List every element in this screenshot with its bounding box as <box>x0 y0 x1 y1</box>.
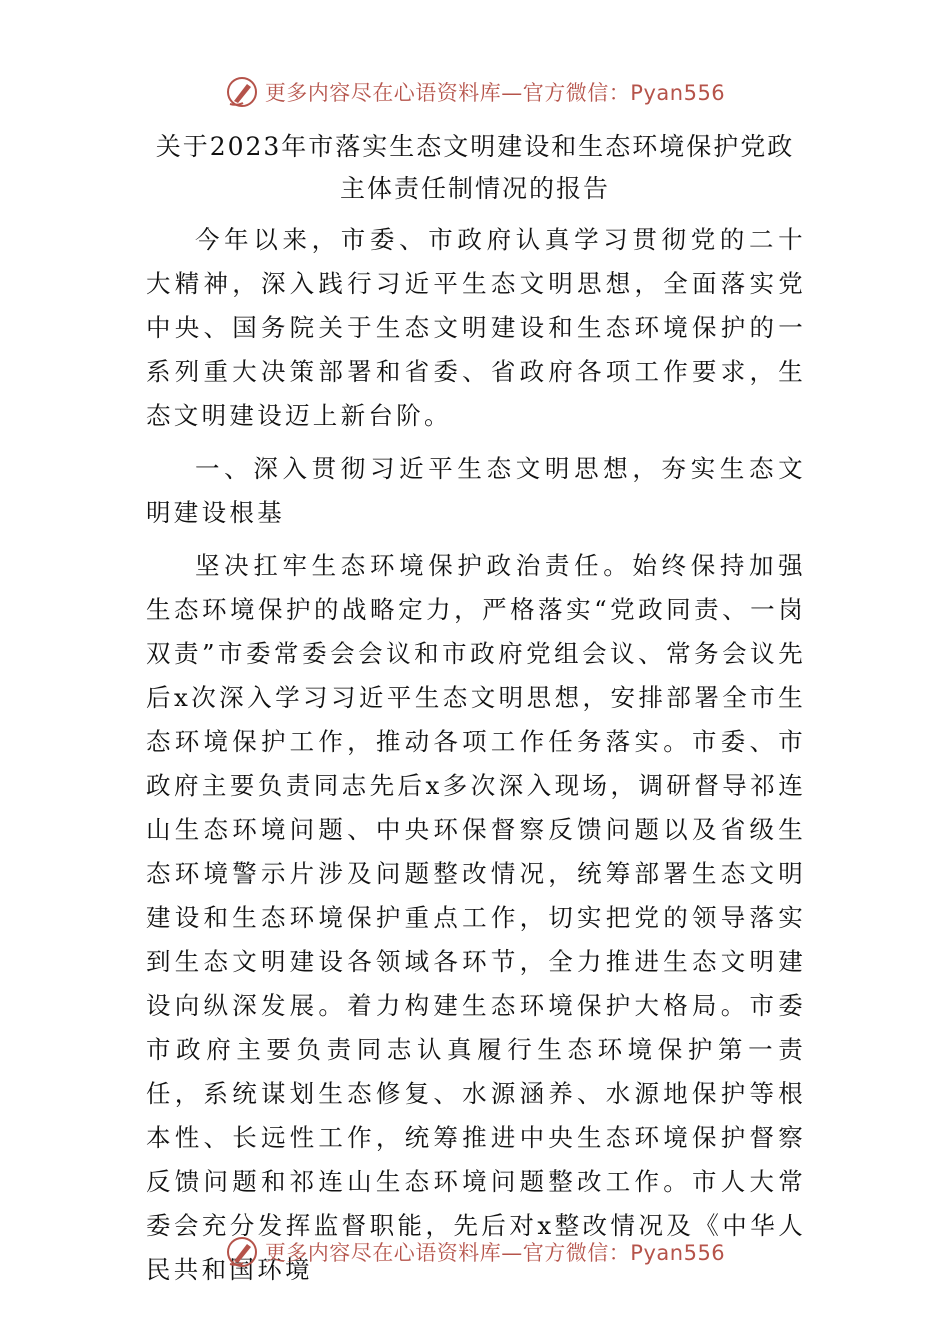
footer-watermark-banner <box>0 1232 950 1272</box>
intro-paragraph: 今年以来，市委、市政府认真学习贯彻党的二十大精神，深入践行习近平生态文明思想，全面落实党中央、国务院关于生态文明建设和生态环境保护的一系列重大决策部署和省委、省政府各项工作要求，生态文明建设迈上新台阶。 <box>146 225 806 430</box>
section-heading: 一、深入贯彻习近平生态文明思想，夯实生态文明建设根基 <box>146 454 806 527</box>
watermark-text: 更多内容尽在心语资料库—官方微信：Pyan556 <box>264 1241 726 1265</box>
body-paragraph: 坚决扛牢生态环境保护政治责任。始终保持加强生态环境保护的战略定力，严格落实“党政同责、一岗双责”市委常委会会议和市政府党组会议、常务会议先后x次深入学习习近平生态文明思想，安排部署全市生态环境保护工作，推动各项工作任务落实。市委、市政府主要负责同志先后x多次深入现场，调研督导祁连山生态环境问题、中央环保督察反馈问题以及省级生态环境警示片涉及问题整改情况，统筹部署生态文明建设和生态环境保护重点工作，切实把党的领导落实到生态文明建设各领域各环节，全力推进生态文明建设向纵深发展。着力构建生态环境保护大格局。市委市政府主要负责同志认真履行生态环境保护第一责任，系统谋划生态修复、水源涵养、水源地保护等根本性、长远性工作，统筹推进中央生态环境保护督察反馈问题和祁连山生态环境问题整改工作。市人大常委会充分发挥监督职能，先后对x整改情况及《中华人民共和国环境 <box>146 551 806 1284</box>
header-watermark-banner <box>0 72 950 112</box>
document-title: 关于2023年市落实生态文明建设和生态环境保护党政主体责任制情况的报告 <box>155 132 795 203</box>
pen-seal-logo-icon <box>225 75 259 109</box>
watermark-text: 更多内容尽在心语资料库—官方微信：Pyan556 <box>264 81 726 105</box>
pen-seal-logo-icon <box>225 1235 259 1269</box>
